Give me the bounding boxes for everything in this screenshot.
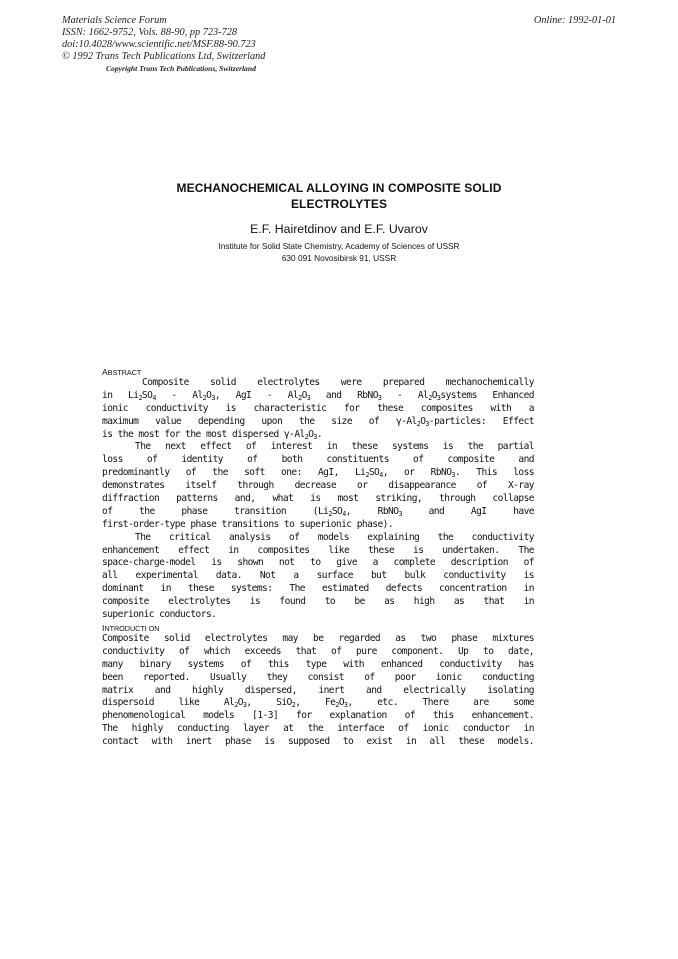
abstract-body <box>102 377 534 622</box>
publisher-line: © 1992 Trans Tech Publications Ltd, Switzerland <box>62 51 266 62</box>
introduction-body <box>102 633 534 749</box>
abstract-line: maximum value depending upon the size of $\gamma-Al_2O_3$-particles: Effect <box>102 415 534 428</box>
abstract-line: enhancement effect in composites like these is undertaken. The <box>102 544 534 556</box>
copyright-stamp: Copyright Trans Tech Publications, Switzerland <box>106 64 256 73</box>
abstract-line: ionic conductivity is characteristic for these composites with a <box>102 402 534 414</box>
online-date: Online: 1992-01-01 <box>533 15 616 26</box>
abstract-line: The next effect of interest in these systems is the partial <box>135 441 534 453</box>
publication-info <box>62 15 265 63</box>
introduction-line: contact with inert phase is supposed to exist in all these models. <box>102 736 534 748</box>
introduction-line: The highly conducting layer at the interface of ionic conductor in <box>102 723 534 735</box>
issn-line: ISSN: 1662-9752, Vols. 88-90, pp 723-728 <box>62 27 238 38</box>
abstract-line: The critical analysis of models explaining the conductivity <box>135 531 534 543</box>
paper-title <box>90 181 588 212</box>
introduction-line: been reported. Usually they consist of poor ionic conducting <box>102 671 534 683</box>
title-line-1: MECHANOCHEMICAL ALLOYING IN COMPOSITE SOLID <box>176 181 502 195</box>
abstract-line: first-order-type phase transitions to superionic phase). <box>102 518 394 530</box>
abstract-line: loss of identity of both constituents of composite and <box>102 454 534 466</box>
abstract-line: composite electrolytes is found to be as high as that in <box>102 596 534 608</box>
journal-name: Materials Science Forum <box>62 15 167 26</box>
abstract-line: dominant in these systems: The estimated defects concentration in <box>102 583 534 595</box>
abstract-line: superionic conductors. <box>102 609 217 621</box>
title-line-2: ELECTROLYTES <box>290 196 388 211</box>
doi-line: doi:10.4028/www.scientific.net/MSF.88-90.723 <box>62 39 256 50</box>
introduction-line: dispersoid like $Al_2O_3$, SiO$_2$, $Fe_2O_3$, etc. There are some <box>102 697 535 710</box>
abstract-line: space-charge-model is shown not to give a complete description of <box>102 557 534 569</box>
introduction-line: conductivity of which exceeds that of pure component. Up to date, <box>102 645 534 657</box>
introduction-line: phenomenological models [1-3] for explanation of this enhancement. <box>102 710 534 722</box>
affiliation-line-1: Institute for Solid State Chemistry, Academy of Sciences of USSR <box>218 241 460 251</box>
abstract-line: Composite solid electrolytes were prepared mechanochemically <box>142 377 534 388</box>
affiliation-line-2: 630 091 Novosibirsk 91, USSR <box>281 252 397 263</box>
introduction-line: matrix and highly dispersed, inert and electrically isolating <box>102 684 534 696</box>
abstract-line: demonstrates itself through decrease or disappearance of X-ray <box>102 480 534 492</box>
abstract-heading: ABSTRACT <box>102 367 142 377</box>
introduction-line: Composite solid electrolytes may be regarded as two phase mixtures <box>102 633 534 644</box>
abstract-line: all experimental data. Not a surface but bulk conductivity is <box>102 570 534 582</box>
abstract-line: of the phase transition ($Li_2SO_4$, RbNO$_3$ and AgI have <box>102 505 535 518</box>
affiliation <box>90 241 588 264</box>
abstract-line: in $Li_2SO_4 - Al_2O_3$, AgI - $Al_2O_3$ and RbNO$_3$ - $Al_2O_3systems$ Enhanced <box>102 389 534 402</box>
introduction-heading: INTRODUCTI ON <box>102 623 160 633</box>
abstract-line: is the most for the most dispersed $\gamma-Al_2O_3$. <box>102 428 323 441</box>
introduction-line: many binary systems of this type with enhanced conductivity has <box>102 658 534 670</box>
abstract-line: diffraction patterns and, what is most striking, through collapse <box>102 493 534 505</box>
authors: E.F. Hairetdinov and E.F. Uvarov <box>250 222 428 236</box>
abstract-line: predominantly of the soft one: AgI, $Li_2SO_4$, or RbNO$_3$. This loss <box>102 467 535 480</box>
